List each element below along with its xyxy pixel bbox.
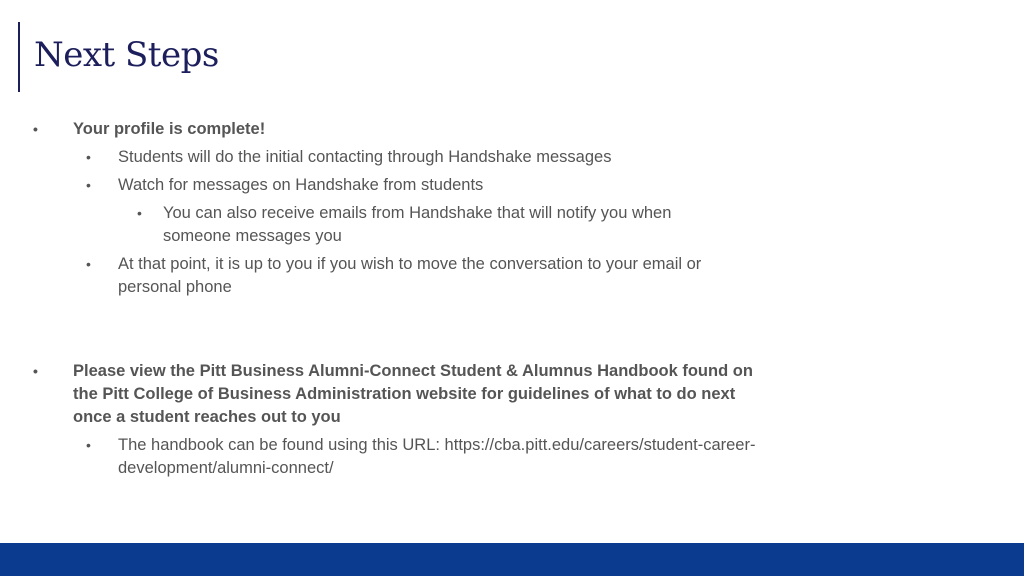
bullet-marker: • (33, 363, 38, 379)
bullet-text: Your profile is complete! (73, 120, 266, 138)
bullet-view-handbook (0, 360, 763, 429)
footer-bar (0, 543, 1024, 576)
bullet-move-conversation (0, 253, 768, 299)
bullet-marker: • (137, 205, 142, 221)
bullet-marker: • (86, 149, 91, 165)
bullet-text: Watch for messages on Handshake from students (118, 176, 484, 194)
section-spacer (0, 299, 800, 360)
bullet-initial-contacting (0, 146, 768, 169)
bullet-watch-messages (0, 174, 768, 197)
slide-content (0, 118, 800, 480)
bullet-marker: • (86, 437, 91, 453)
bullet-profile-complete (0, 118, 763, 141)
bullet-text: You can also receive emails from Handshake that will notify you when someone messages you (163, 204, 672, 245)
bullet-text: The handbook can be found using this URL: https://cba.pitt.edu/careers/student-career-development/alumni-connect/ (118, 436, 756, 477)
slide-title: Next Steps (34, 35, 219, 75)
title-accent-rule (18, 22, 20, 92)
bullet-marker: • (33, 121, 38, 137)
bullet-marker: • (86, 177, 91, 193)
bullet-text: Please view the Pitt Business Alumni-Connect Student & Alumnus Handbook found on the Pitt College of Business Administration website for guidelines of what to do next once a student reaches out to you (73, 362, 753, 426)
bullet-handbook-url (0, 434, 768, 480)
bullet-text: At that point, it is up to you if you wish to move the conversation to your email or personal phone (118, 255, 702, 296)
bullet-text: Students will do the initial contacting through Handshake messages (118, 148, 612, 166)
bullet-marker: • (86, 256, 91, 272)
bullet-email-notify (0, 202, 723, 248)
